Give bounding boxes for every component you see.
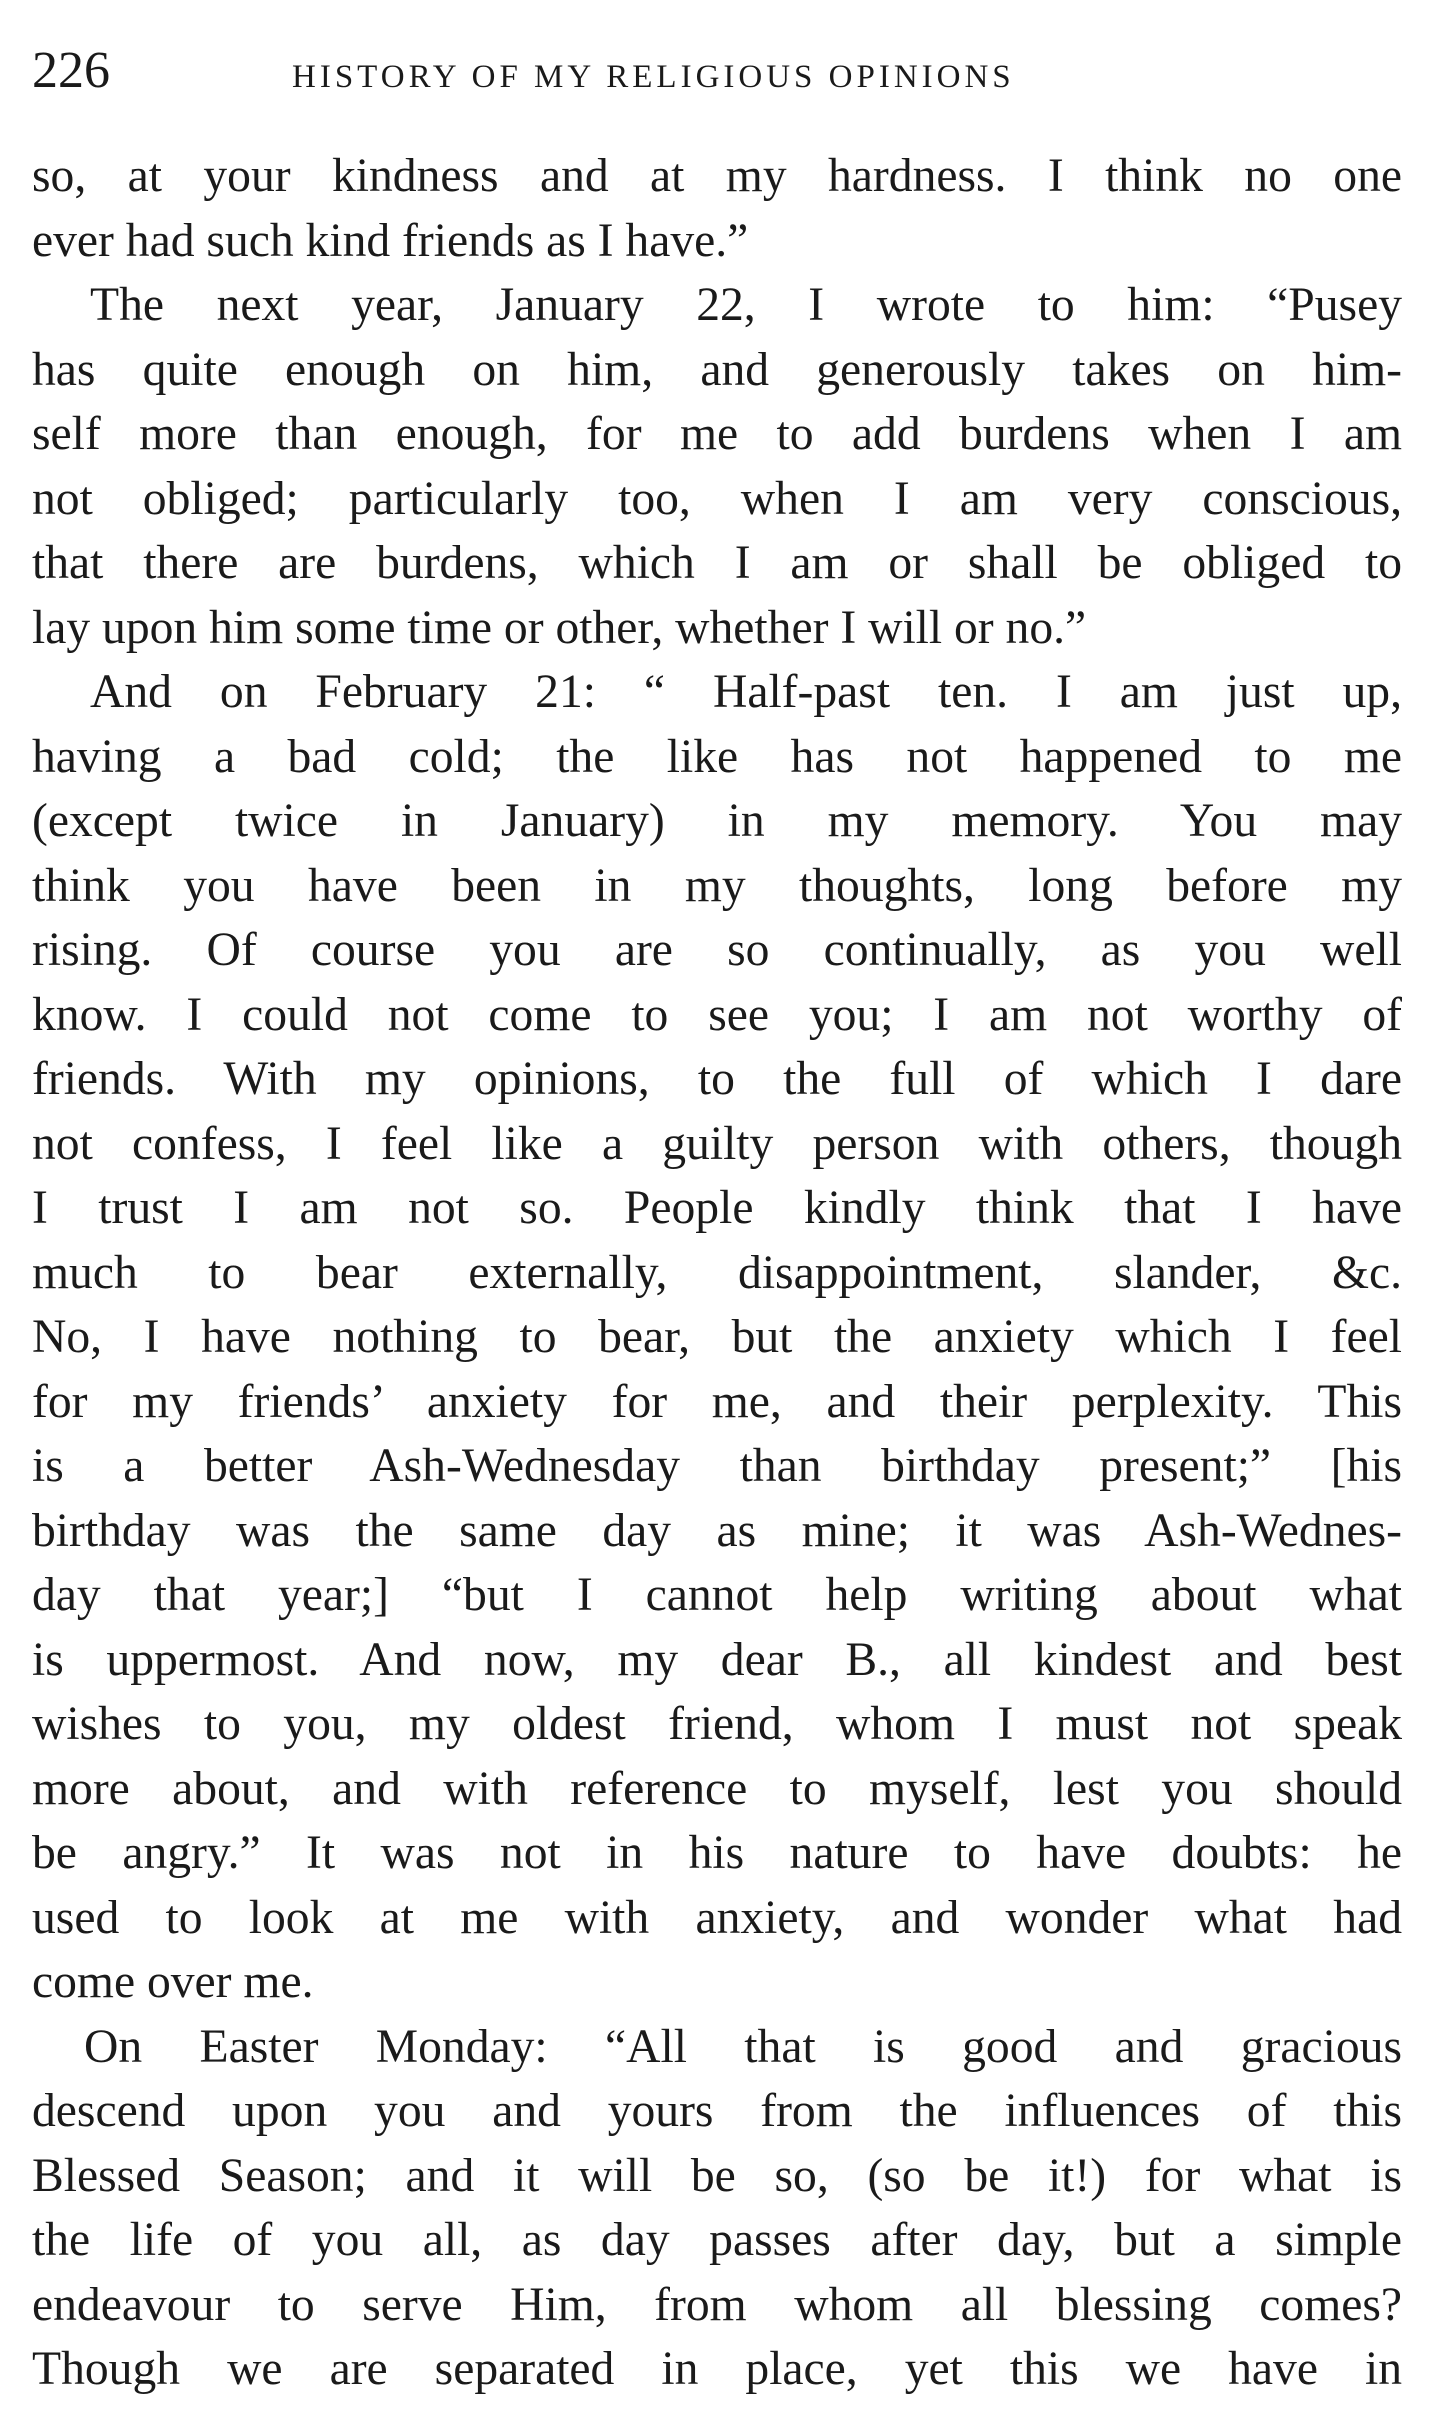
text-line: ever had such kind friends as I have.” xyxy=(32,214,749,267)
text-line: that there are burdens, which I am or shall be obliged to xyxy=(32,537,1402,589)
page-number: 226 xyxy=(32,42,110,99)
text-line: not obliged; particularly too, when I am very conscious, xyxy=(32,472,1402,525)
text-line: On Easter Monday: “All that is good and gracious xyxy=(84,2020,1402,2073)
text-line: day that year;] “but I cannot help writing about what xyxy=(32,1569,1402,1621)
text-line: Though we are separated in place, yet this we have in xyxy=(32,2343,1402,2395)
text-line: more about, and with reference to myself, lest you should xyxy=(32,1762,1402,1815)
text-line: is uppermost. And now, my dear B., all kindest and best xyxy=(32,1633,1402,1686)
text-line: wishes to you, my oldest friend, whom I must not speak xyxy=(32,1698,1402,1750)
text-line: know. I could not come to see you; I am not worthy of xyxy=(32,988,1402,1041)
text-line: (except twice in January) in my memory. You may xyxy=(32,795,1402,847)
text-line: used to look at me with anxiety, and wonder what had xyxy=(32,1891,1402,1944)
text-line: has quite enough on him, and generously takes on him- xyxy=(32,343,1402,396)
text-line: Blessed Season; and it will be so, (so be it!) for what is xyxy=(32,2149,1402,2202)
text-line: endeavour to serve Him, from whom all blessing comes? xyxy=(32,2278,1402,2331)
body-text xyxy=(32,144,1402,2402)
text-line: come over me. xyxy=(32,1956,314,2008)
text-line: self more than enough, for me to add burdens when I am xyxy=(32,408,1402,460)
running-title: HISTORY OF MY RELIGIOUS OPINIONS xyxy=(292,59,1015,95)
text-line: think you have been in my thoughts, long before my xyxy=(32,859,1402,912)
text-line: No, I have nothing to bear, but the anxiety which I feel xyxy=(32,1311,1402,1363)
text-line: not confess, I feel like a guilty person with others, though xyxy=(32,1117,1402,1170)
text-line: I trust I am not so. People kindly think that I have xyxy=(32,1182,1402,1234)
text-line: birthday was the same day as mine; it was Ash-Wednes- xyxy=(32,1504,1402,1557)
text-line: rising. Of course you are so continually, as you well xyxy=(32,924,1402,976)
text-line: be angry.” It was not in his nature to have doubts: he xyxy=(32,1827,1402,1879)
text-line: the life of you all, as day passes after day, but a simple xyxy=(32,2214,1402,2266)
text-line: lay upon him some time or other, whether I will or no.” xyxy=(32,601,1087,654)
text-line: is a better Ash-Wednesday than birthday present;” [his xyxy=(32,1440,1402,1492)
text-line: having a bad cold; the like has not happened to me xyxy=(32,730,1402,783)
text-line: And on February 21: “ Half-past ten. I am just up, xyxy=(90,666,1402,718)
text-line: descend upon you and yours from the influences of this xyxy=(32,2085,1402,2137)
text-line: much to bear externally, disappointment, slander, &c. xyxy=(32,1246,1402,1299)
running-head xyxy=(32,36,1402,106)
text-line: for my friends’ anxiety for me, and their perplexity. This xyxy=(32,1375,1402,1428)
text-line: The next year, January 22, I wrote to him: “Pusey xyxy=(90,279,1402,331)
text-line: so, at your kindness and at my hardness. I think no one xyxy=(32,150,1402,202)
book-page xyxy=(32,36,1402,2402)
text-line: friends. With my opinions, to the full of which I dare xyxy=(32,1053,1402,1105)
